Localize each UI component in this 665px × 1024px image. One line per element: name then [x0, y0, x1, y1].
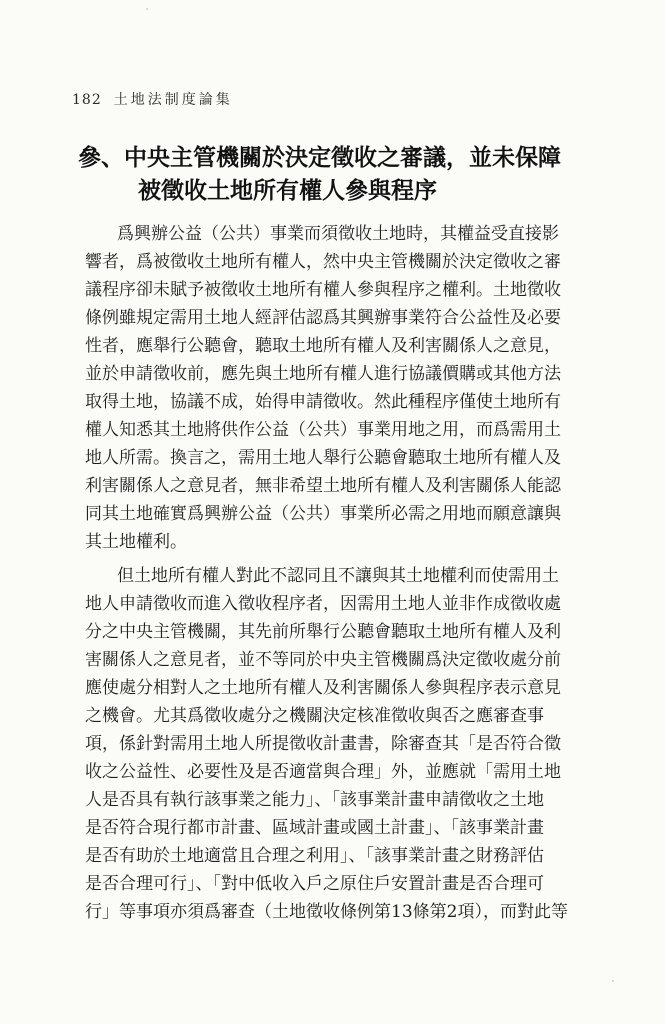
section-heading	[78, 142, 638, 208]
text-line: 害關係人之意見者，並不等同於中央主管機關爲決定徵收處分前	[85, 650, 561, 670]
text-line: 人是否具有執行該事業之能力」、「該事業計畫申請徵收之土地	[85, 790, 544, 810]
text-line: 權人知悉其土地將供作公益（公共）事業用地之用，而爲需用土	[85, 420, 561, 440]
text-line: 利害關係人之意見者，無非希望土地所有權人及利害關係人能認	[85, 476, 561, 496]
text-line: 行」等事項亦須爲審查（土地徵收條例第13條第2項），而對此等	[85, 902, 568, 922]
text-line: 爲興辦公益（公共）事業而須徵收土地時，其權益受直接影	[117, 224, 559, 244]
text-line: 其土地權利。	[85, 532, 187, 552]
text-line: 地人所需。換言之，需用土地人舉行公聽會聽取土地所有權人及	[85, 448, 561, 468]
text-line: 之機會。尤其爲徵收處分之機關決定核准徵收與否之應審查事	[85, 706, 544, 726]
text-line: 性者，應舉行公聽會，聽取土地所有權人及利害關係人之意見，	[85, 336, 561, 356]
text-line: 響者，爲被徵收土地所有權人，然中央主管機關於決定徵收之審	[85, 252, 561, 272]
text-line: 項，係針對需用土地人所提徵收計畫書，除審查其「是否符合徵	[85, 734, 561, 754]
page-number: 182	[72, 92, 102, 108]
text-line: 分之中央主管機關，其先前所舉行公聽會聽取土地所有權人及利	[85, 622, 561, 642]
text-line: 是否符合現行都市計畫、區域計畫或國土計畫」、「該事業計畫	[85, 818, 544, 838]
running-head	[72, 90, 233, 110]
scan-speck	[612, 980, 614, 982]
text-line: 取得土地，協議不成，始得申請徵收。然此種程序僅使土地所有	[85, 392, 561, 412]
paragraph-1	[85, 220, 645, 556]
scan-speck	[146, 8, 148, 10]
text-line: 地人申請徵收而進入徵收程序者，因需用土地人並非作成徵收處	[85, 594, 561, 614]
text-line: 議程序卻未賦予被徵收土地所有權人參與程序之權利。土地徵收	[85, 280, 561, 300]
text-line: 並於申請徵收前，應先與土地所有權人進行協議價購或其他方法	[85, 364, 561, 384]
section-heading-line-2: 被徵收土地所有權人參與程序	[138, 178, 437, 204]
text-line: 條例雖規定需用土地人經評估認爲其興辦事業符合公益性及必要	[85, 308, 561, 328]
text-line: 是否有助於土地適當且合理之利用」、「該事業計畫之財務評估	[85, 846, 544, 866]
text-line: 但土地所有權人對此不認同且不讓與其土地權利而使需用土	[117, 566, 559, 586]
section-heading-line-1: 參、中央主管機關於決定徵收之審議，並未保障	[78, 145, 561, 171]
text-line: 應使處分相對人之土地所有權人及利害關係人參與程序表示意見	[85, 678, 561, 698]
book-title: 土地法制度論集	[113, 92, 233, 108]
body-text	[85, 220, 645, 926]
text-line: 同其土地確實爲興辦公益（公共）事業所必需之用地而願意讓與	[85, 504, 561, 524]
paragraph-2	[85, 562, 645, 926]
text-line: 收之公益性、必要性及是否適當與合理」外，並應就「需用土地	[85, 762, 561, 782]
text-line: 是否合理可行」、「對中低收入戶之原住戶安置計畫是否合理可	[85, 874, 544, 894]
